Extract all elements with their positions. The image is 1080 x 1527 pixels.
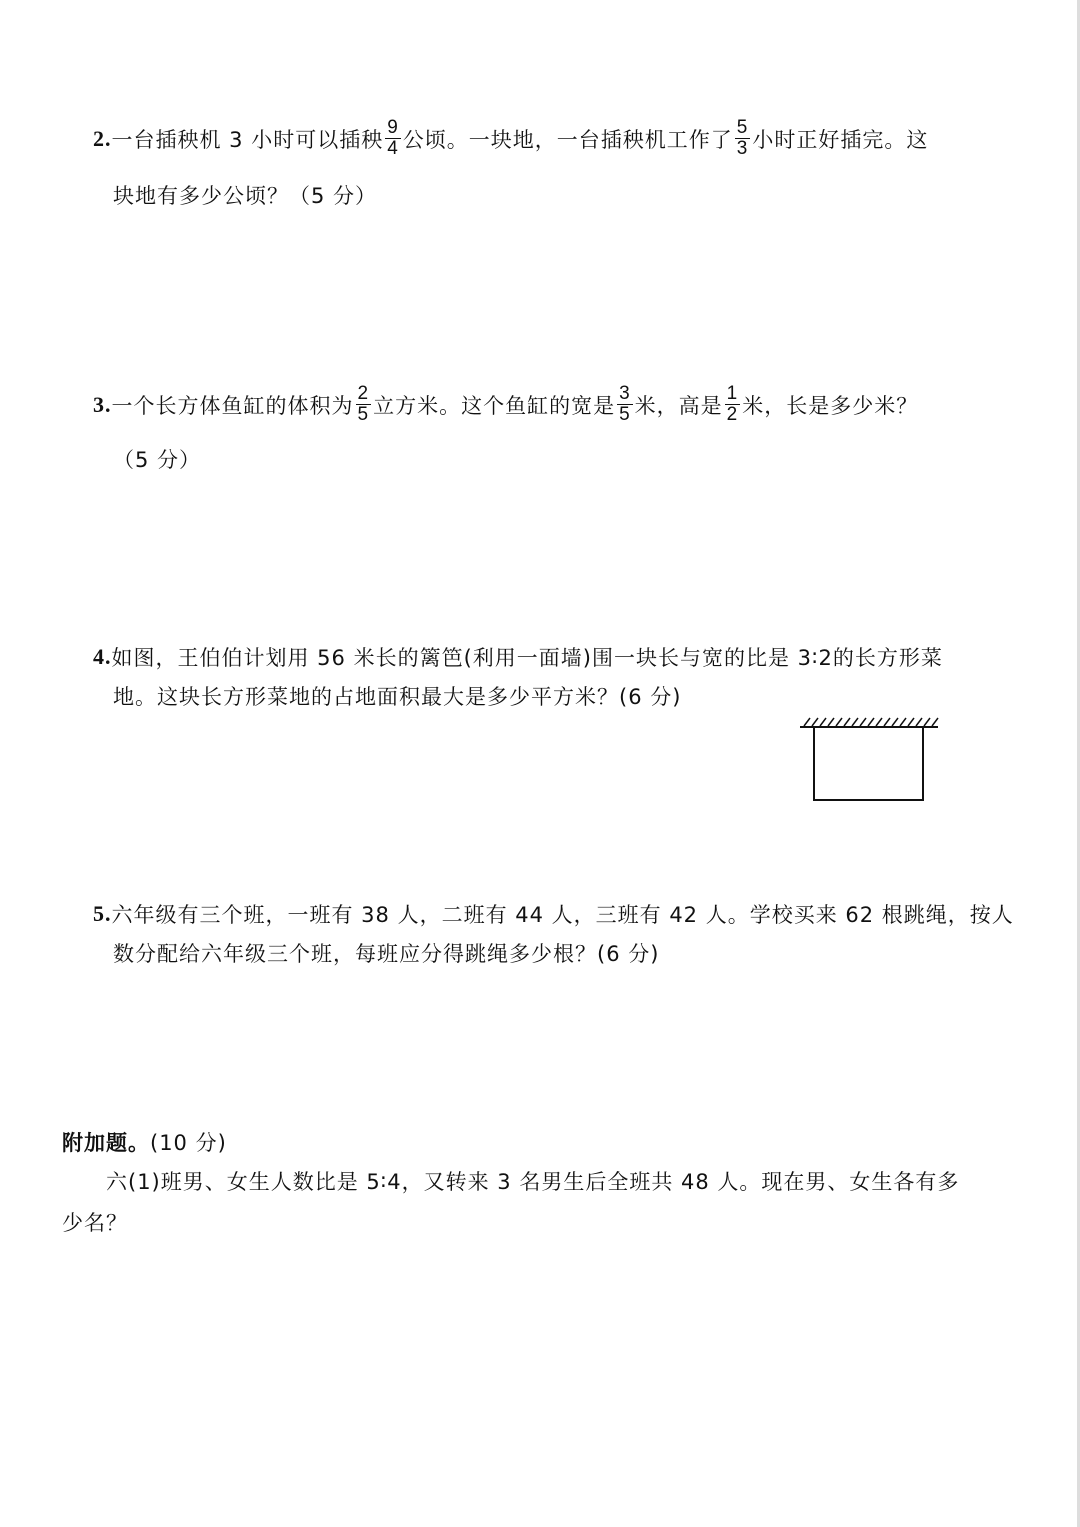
- question-5-line-2: 数分配给六年级三个班，每班应分得跳绳多少根？(6 分): [113, 942, 660, 966]
- denominator: 5: [357, 404, 370, 425]
- bonus-line-1: 六(1)班男、女生人数比是 5∶4，又转来 3 名男生后全班共 48 人。现在男、女生各有多: [106, 1170, 960, 1194]
- question-5-line-1: [93, 899, 1014, 929]
- denominator: 5: [619, 404, 631, 425]
- question-text: 小时正好插完。这: [752, 127, 929, 152]
- numerator: 5: [736, 117, 749, 138]
- fraction: [735, 118, 751, 159]
- question-text: 立方米。这个鱼缸的宽是: [373, 393, 616, 418]
- fraction: [725, 384, 741, 425]
- question-number: 5.: [93, 901, 112, 926]
- bonus-heading: [62, 1127, 227, 1157]
- numerator: 3: [619, 383, 631, 404]
- bonus-line-2: 少名？: [62, 1211, 128, 1235]
- denominator: 3: [736, 138, 749, 159]
- question-text: 米，高是: [634, 393, 723, 418]
- question-4-line-2: 地。这块长方形菜地的占地面积最大是多少平方米？(6 分): [113, 685, 682, 709]
- numerator: 9: [387, 117, 399, 138]
- fraction: [617, 384, 633, 425]
- question-text: 米，长是多少米？: [742, 393, 919, 418]
- numerator: 1: [726, 383, 739, 404]
- question-2-line-2: 块地有多少公顷？（5 分）: [113, 184, 378, 208]
- question-3-line-2: （5 分）: [113, 448, 202, 472]
- question-2-line-1: [93, 118, 928, 159]
- question-text: 一个长方体鱼缸的体积为: [111, 393, 354, 418]
- question-number: 4.: [93, 644, 112, 669]
- question-4-line-1: [93, 642, 943, 672]
- bonus-title: 附加题。: [62, 1131, 150, 1155]
- numerator: 2: [357, 383, 370, 404]
- question-3-line-1: [93, 384, 918, 425]
- fraction: [385, 118, 401, 159]
- denominator: 4: [387, 138, 399, 159]
- fraction: [356, 384, 372, 425]
- bonus-score: (10 分): [150, 1131, 227, 1155]
- question-number: 3.: [93, 391, 112, 417]
- question-text: 六年级有三个班，一班有 38 人，二班有 44 人，三班有 42 人。学校买来 62 根跳绳，按人: [111, 903, 1014, 927]
- question-text: 公顷。一块地，一台插秧机工作了: [402, 127, 733, 152]
- wall-rectangle-diagram: [798, 714, 940, 806]
- question-text: 如图，王伯伯计划用 56 米长的篱笆(利用一面墙)围一块长与宽的比是 3∶2的长方形菜: [111, 646, 943, 670]
- question-number: 2.: [93, 125, 112, 151]
- question-text: 一台插秧机 3 小时可以插秧: [111, 127, 384, 152]
- denominator: 2: [726, 404, 739, 425]
